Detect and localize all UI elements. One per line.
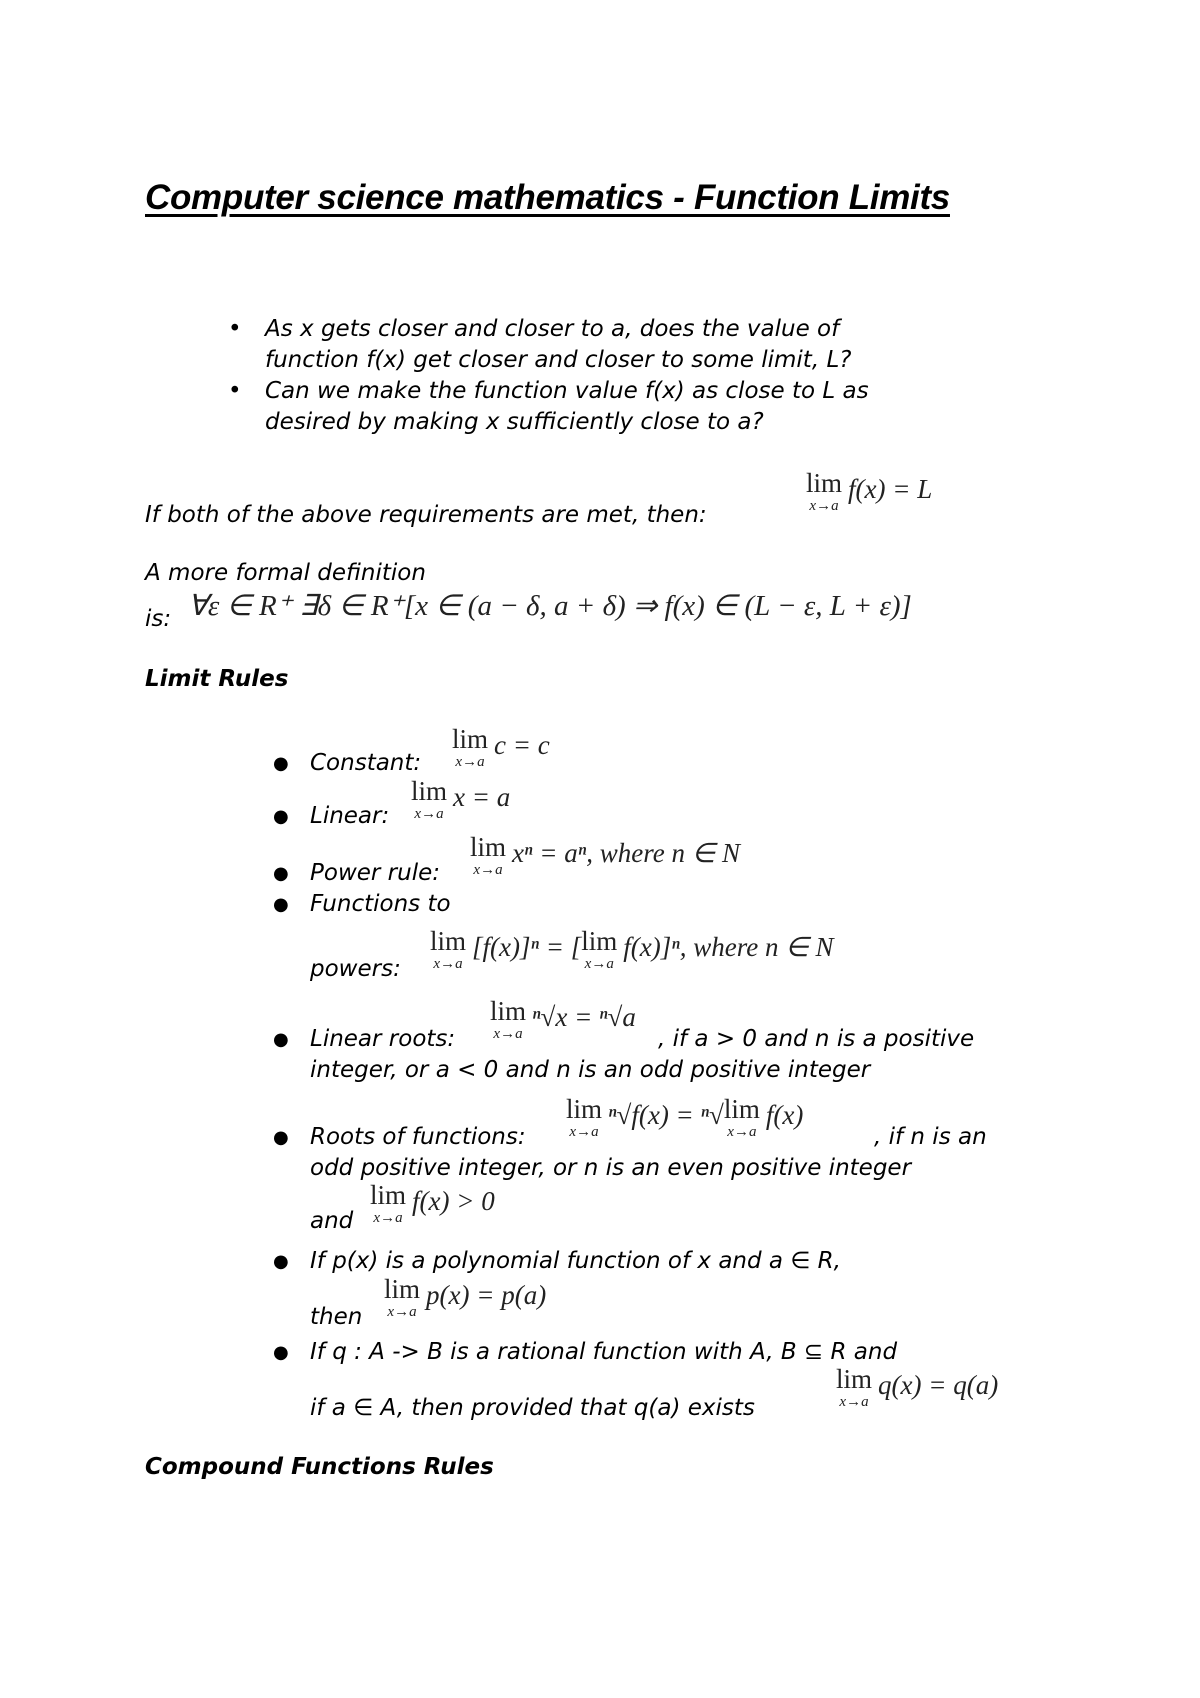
rule-polynomial-formula [384,1276,546,1320]
rule-roots-functions-and-formula [370,1182,495,1226]
bullet-marker: • [228,316,242,342]
bullet-marker: ● [273,894,289,915]
formula-rhs: f(x) > 0 [412,1186,495,1217]
formula-rhs: ⁿ√x = ⁿ√a [532,1002,636,1033]
lim-operator: lim [806,468,843,498]
rule-roots-functions-label: Roots of functions: [310,1124,526,1150]
rule-functions-powers-line1: Functions to [310,891,451,917]
formula-rhs: c = c [494,730,550,761]
bullet-marker: ● [273,1251,289,1272]
limit-rules-heading: Limit Rules [145,666,289,692]
rule-constant-label: Constant: [310,750,422,776]
rule-power-formula [470,834,740,878]
rule-linear-roots-formula [490,998,636,1042]
lim-subscript: x→a [387,1304,417,1320]
lim-operator: lim [490,996,527,1026]
formal-definition-line2: is: [145,606,172,632]
lim-operator: lim [370,1180,407,1210]
bullet-marker: ● [273,806,289,827]
lim-subscript: x→a [839,1394,869,1410]
rule-functions-powers-line2: powers: [310,956,401,982]
formula-rhs: x = a [453,782,511,813]
rule-polynomial-line2: then [310,1304,363,1330]
formula-lhs: ⁿ√f(x) = ⁿ√ [608,1100,724,1131]
formula-rhs: f(x)]ⁿ, where n ∈ N [623,932,834,963]
bullet-marker: ● [273,1342,289,1363]
lim-operator: lim [411,776,448,806]
formula-rhs: f(x) [765,1100,804,1131]
rule-linear-roots-line2: integer, or a < 0 and n is an odd positive integer [310,1057,871,1083]
rule-polynomial-line1: If p(x) is a polynomial function of x and a ∈ R, [310,1248,841,1274]
formal-definition-formula: ∀ε ∈ R⁺ ∃δ ∈ R⁺[x ∈ (a − δ, a + δ) ⇒ f(x) ∈ (L − ε, L + ε)] [188,590,912,622]
lim-subscript: x→a [373,1210,403,1226]
compound-functions-heading: Compound Functions Rules [145,1454,494,1480]
lim-subscript: x→a [569,1124,599,1140]
lim-subscript: x→a [473,862,503,878]
rule-functions-powers-formula [430,928,834,972]
rule-roots-functions-condition: , if n is an [874,1124,987,1150]
limit-formula [806,470,932,514]
rule-rational-line2: if a ∈ A, then provided that q(a) exists [310,1395,755,1421]
requirements-text: If both of the above requirements are met, then: [145,502,707,528]
rule-roots-functions-line3: and [310,1208,354,1234]
lim-operator: lim [723,1094,760,1124]
intro-bullet-2-line1: Can we make the function value f(x) as close to L as [265,378,869,404]
rule-rational-formula [836,1366,998,1410]
lim-operator: lim [430,926,467,956]
lim-subscript: x→a [433,956,463,972]
rule-roots-functions-formula [566,1096,803,1140]
lim-operator: lim [452,724,489,754]
lim-subscript: x→a [727,1124,757,1140]
rule-rational-line1: If q : A -> B is a rational function with A, B ⊆ R and [310,1339,898,1365]
formula-rhs: xⁿ = aⁿ, where n ∈ N [512,838,740,869]
rule-linear-label: Linear: [310,803,390,829]
lim-subscript: x→a [584,956,614,972]
page-title: Computer science mathematics - Function Limits [145,178,950,217]
formal-definition-line1: A more formal definition [145,560,426,586]
formula-rhs: p(x) = p(a) [426,1280,547,1311]
formula-lhs: [f(x)]ⁿ = [ [472,932,582,963]
lim-subscript: x→a [493,1026,523,1042]
intro-bullet-1-line2: function f(x) get closer and closer to some limit, L? [265,347,852,373]
bullet-marker: ● [273,1127,289,1148]
rule-linear-roots-label: Linear roots: [310,1026,456,1052]
lim-subscript: x→a [455,754,485,770]
lim-operator: lim [581,926,618,956]
rule-linear-formula [411,778,510,822]
rule-linear-roots-condition: , if a > 0 and n is a positive [658,1026,975,1052]
bullet-marker: • [228,378,242,404]
lim-subscript: x→a [414,806,444,822]
bullet-marker: ● [273,863,289,884]
lim-operator: lim [836,1364,873,1394]
formula-rhs: f(x) = L [848,474,933,505]
intro-bullet-2-line2: desired by making x sufficiently close to a? [265,409,764,435]
bullet-marker: ● [273,753,289,774]
intro-bullet-1-line1: As x gets closer and closer to a, does the value of [265,316,840,342]
rule-constant-formula [452,726,550,770]
lim-subscript: x→a [809,498,839,514]
lim-operator: lim [566,1094,603,1124]
bullet-marker: ● [273,1029,289,1050]
lim-operator: lim [384,1274,421,1304]
rule-power-label: Power rule: [310,860,440,886]
rule-roots-functions-line2: odd positive integer, or n is an even positive integer [310,1155,912,1181]
formula-rhs: q(x) = q(a) [878,1370,999,1401]
lim-operator: lim [470,832,507,862]
